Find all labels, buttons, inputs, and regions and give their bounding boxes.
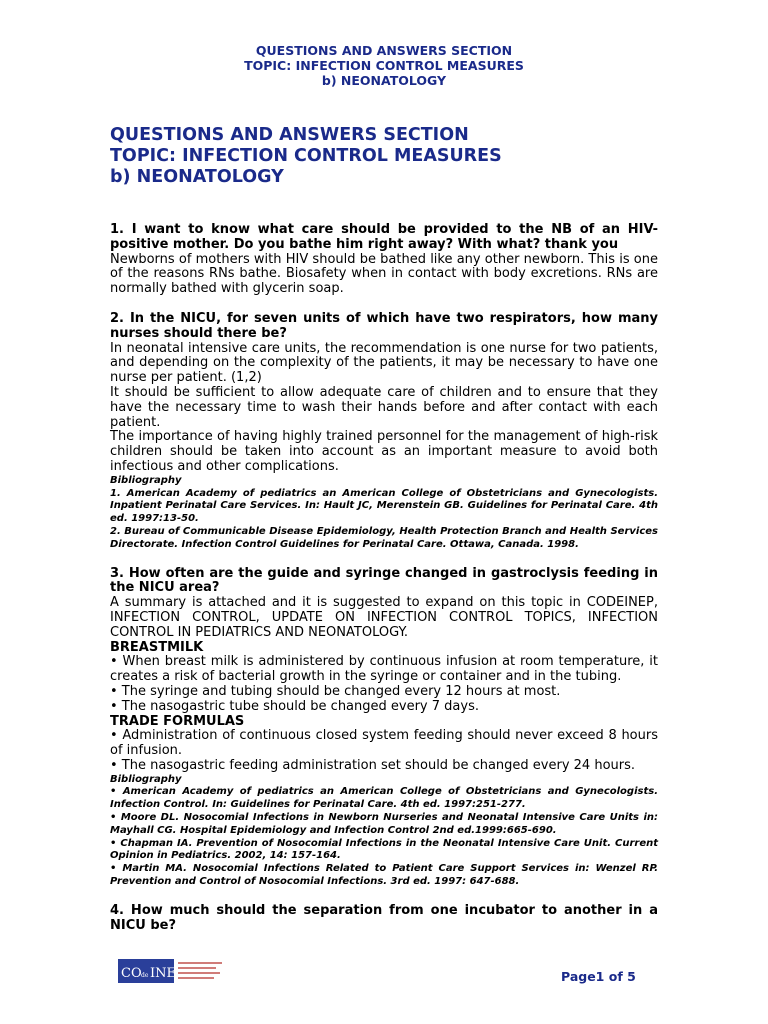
document-title-line-2: TOPIC: INFECTION CONTROL MEASURES (110, 146, 502, 166)
answer-1: Newborns of mothers with HIV should be bathed like any other newborn. This is one of the reasons RNs bathe. Biosafety when in contact with body excretions. RNs are normally bathed with glycerin soap. (110, 251, 658, 297)
bibliography-heading-2: Bibliography (110, 474, 182, 486)
svg-text:INEP: INEP (150, 966, 185, 981)
document-title-line-1: QUESTIONS AND ANSWERS SECTION (110, 125, 469, 145)
question-3: 3. How often are the guide and syringe changed in gastroclysis feeding in the NICU area? (110, 565, 658, 596)
question-2: 2. In the NICU, for seven units of which have two respirators, how many nurses should there be? (110, 310, 658, 341)
answer-3-intro: A summary is attached and it is suggested to expand on this topic in CODEINEP, INFECTION CONTROL, UPDATE ON INFECTION CONTROL TOPICS, INFECTION CONTROL IN PEDIATRICS AND NEONATOLOGY. (110, 595, 658, 640)
breastmilk-item-2: • The syringe and tubing should be changed every 12 hours at most. (110, 683, 561, 699)
page-number: Page1 of 5 (561, 969, 636, 984)
bibliography-3-item-4: • Martin MA. Nosocomial Infections Related to Patient Care Support Services in: Wenzel RP. Prevention and Control of Nosocomial Infections. 3rd ed. 1997: 647-688. (110, 863, 658, 888)
svg-text:CO: CO (121, 966, 142, 981)
trade-formulas-heading: TRADE FORMULAS (110, 713, 245, 729)
answer-2-paragraph-1: In neonatal intensive care units, the recommendation is one nurse for two patients, and depending on the complexity of the patients, it may be necessary to have one nurse per patient. (1,2) (110, 340, 658, 386)
trade-formulas-item-1: • Administration of continuous closed system feeding should never exceed 8 hours of infusion. (110, 728, 658, 759)
bibliography-2-item-2: 2. Bureau of Communicable Disease Epidemiology, Health Protection Branch and Health Services Directorate. Infection Control Guidelines for Perinatal Care. Ottawa, Canada. 1998. (110, 525, 658, 550)
running-header-line-2: TOPIC: INFECTION CONTROL MEASURES (244, 58, 524, 73)
svg-text:de: de (141, 972, 149, 979)
bibliography-3-item-2: • Moore DL. Nosocomial Infections in Newborn Nurseries and Neonatal Intensive Care Units in: Mayhall CG. Hospital Epidemiology and Infection Control 2nd ed.1999:665-690. (110, 812, 658, 836)
codeinep-logo (118, 956, 226, 986)
breastmilk-item-1: • When breast milk is administered by continuous infusion at room temperature, it creates a risk of bacterial growth in the syringe or container and in the tubing. (110, 654, 658, 685)
document-title-line-3: b) NEONATOLOGY (110, 167, 284, 187)
bibliography-heading-3: Bibliography (110, 773, 182, 785)
answer-2-paragraph-3: The importance of having highly trained personnel for the management of high-risk children should be taken into account as an important measure to avoid both infectious and other complications. (110, 429, 658, 474)
bibliography-3-item-3: • Chapman IA. Prevention of Nosocomial Infections in the Neonatal Intensive Care Unit. Current Opinion in Pediatrics. 2002, 14: 157-164. (110, 837, 658, 862)
trade-formulas-item-2: • The nasogastric feeding administration set should be changed every 24 hours. (110, 757, 636, 773)
breastmilk-item-3: • The nasogastric tube should be changed every 7 days. (110, 698, 479, 714)
question-4: 4. How much should the separation from one incubator to another in a NICU be? (110, 902, 658, 933)
answer-2-paragraph-2: It should be sufficient to allow adequate care of children and to ensure that they have the necessary time to wash their hands before and after contact with each patient. (110, 384, 658, 430)
document-body (110, 223, 658, 933)
running-header-line-3: b) NEONATOLOGY (321, 73, 447, 88)
running-header-line-1: QUESTIONS AND ANSWERS SECTION (255, 43, 513, 58)
logo-graphic (118, 956, 226, 986)
bibliography-2-item-1: 1. American Academy of pediatrics an American College of Obstetricians and Gynecologists. Inpatient Perinatal Care Services. In: Hault JC, Merenstein GB. Guidelines for Perinatal Care. 4th ed. 1997:13-50. (110, 487, 658, 525)
bibliography-3-item-1: • American Academy of pediatrics an American College of Obstetricians and Gynecologists. Infection Control. In: Guidelines for Perinatal Care. 4th ed. 1997:251-277. (110, 786, 658, 811)
question-1: 1. I want to know what care should be provided to the NB of an HIV-positive mother. Do you bathe him right away? With what? thank you (110, 222, 658, 252)
breastmilk-heading: BREASTMILK (110, 639, 204, 655)
